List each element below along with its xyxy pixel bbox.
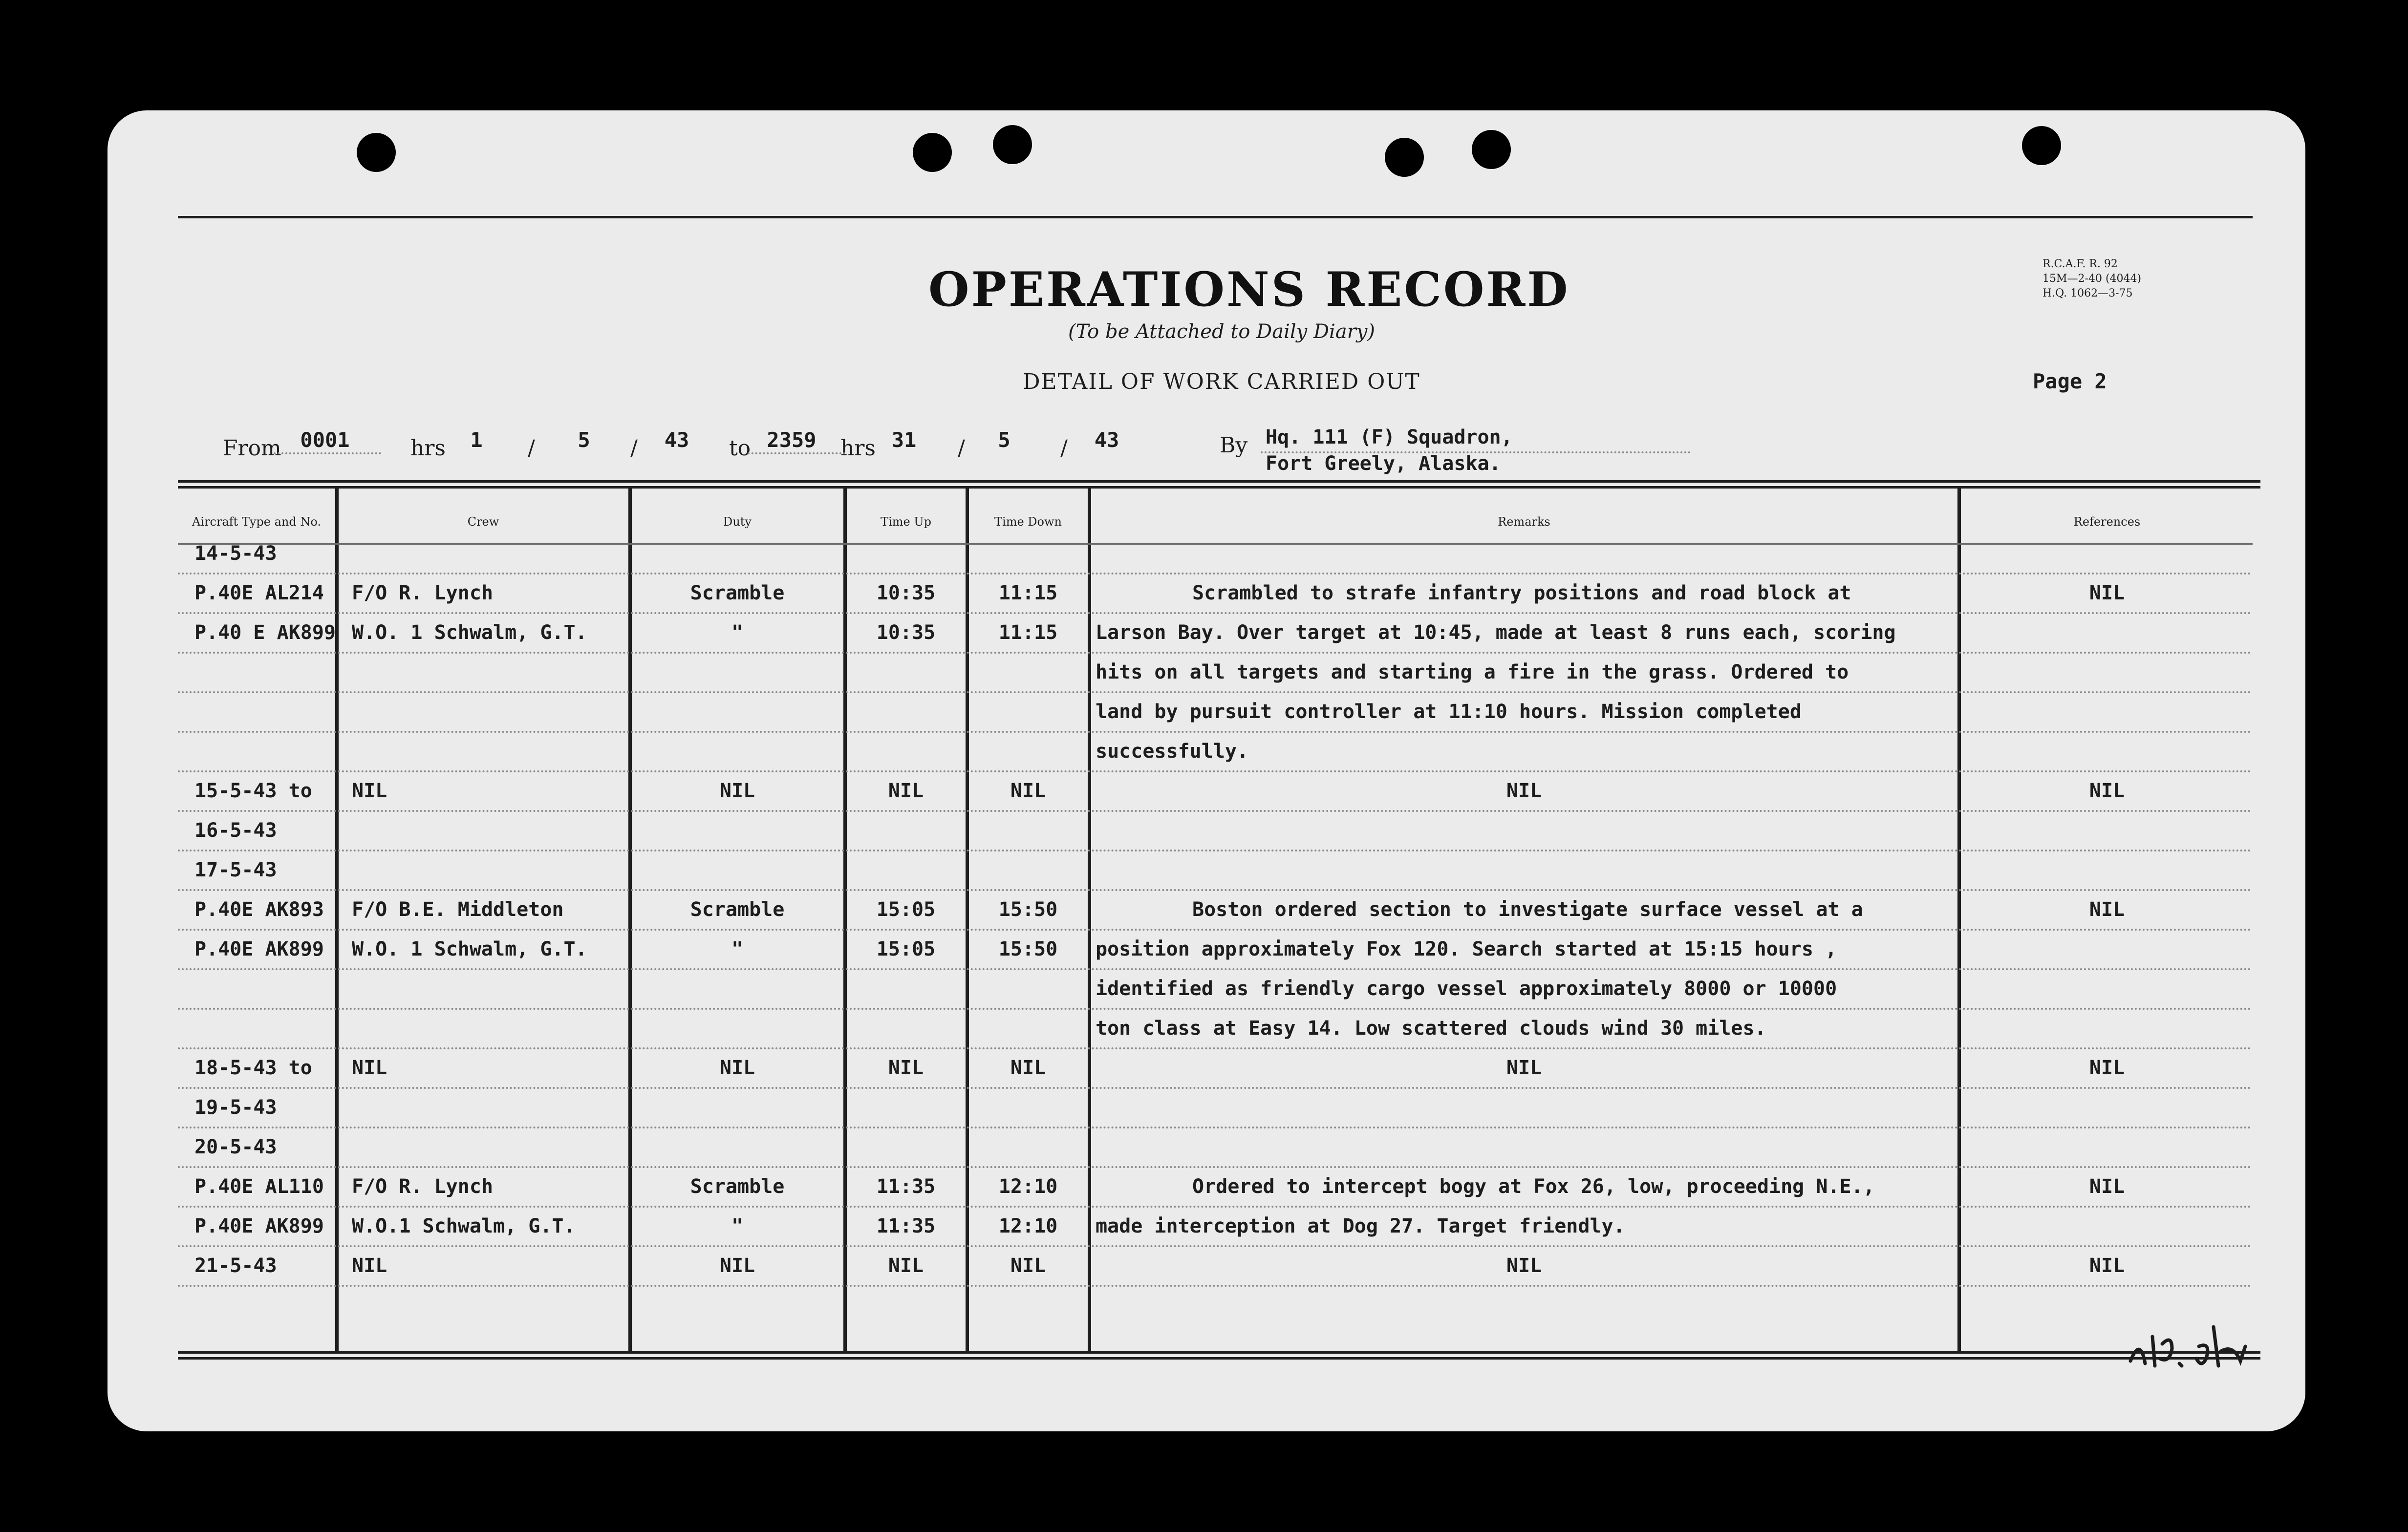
cell-remarks: land by pursuit controller at 11:10 hours. Mission completed [1096,701,1802,723]
cell-crew: F/O R. Lynch [352,1175,493,1198]
table-top-rule [178,486,2260,489]
column-divider [966,487,969,1352]
cell-time-up: NIL [888,1057,924,1079]
cell-aircraft: P.40 E AK899 [194,621,336,644]
fill-line [274,452,381,454]
date-separator: / [528,436,535,461]
from-month: 5 [578,428,590,452]
cell-remarks: NIL [1506,1255,1542,1277]
from-day: 1 [470,428,483,452]
col-header-time-up: Time Up [881,515,931,529]
form-code-line: R.C.A.F. R. 92 [2042,258,2118,270]
cell-remarks: Larson Bay. Over target at 10:45, made at least 8 runs each, scoring [1096,621,1896,644]
column-divider [843,487,847,1352]
cell-crew: F/O R. Lynch [352,582,493,604]
punch-hole [357,133,396,172]
cell-time-down: 15:50 [998,938,1058,960]
cell-time-down: NIL [1010,1255,1046,1277]
column-divider [1088,487,1091,1352]
cell-aircraft: 20-5-43 [194,1136,277,1158]
row-rule [178,929,2253,931]
table-bottom-rule [178,1351,2260,1354]
cell-time-up: NIL [888,780,924,802]
cell-time-up: 10:35 [876,621,936,644]
handwritten-annotation [2126,1317,2253,1385]
cell-crew: W.O.1 Schwalm, G.T. [352,1215,576,1237]
cell-time-up: 15:05 [876,938,936,960]
cell-remarks: position approximately Fox 120. Search started at 15:15 hours , [1096,938,1837,960]
cell-time-down: NIL [1010,1057,1046,1079]
col-header-duty: Duty [723,515,752,529]
cell-references: NIL [2089,898,2125,921]
punch-hole [2022,126,2061,165]
cell-crew: W.O. 1 Schwalm, G.T. [352,621,587,644]
column-divider [628,487,632,1352]
form-detail-heading: DETAIL OF WORK CARRIED OUT [1023,369,1420,394]
cell-remarks: Scrambled to strafe infantry positions and road block at [1192,582,1851,604]
cell-crew: NIL [352,1255,387,1277]
row-rule [178,1166,2253,1168]
cell-duty: " [731,938,744,960]
cell-duty: NIL [719,780,755,802]
cell-duty: NIL [719,1255,755,1277]
cell-duty: " [731,1215,744,1237]
cell-aircraft: P.40E AL214 [194,582,324,604]
row-rule [178,810,2253,812]
row-rule [178,770,2253,772]
record-card [108,110,2305,1431]
cell-time-up: 15:05 [876,898,936,921]
cell-aircraft: P.40E AK893 [194,898,324,921]
cell-references: NIL [2089,582,2125,604]
by-label: By [1220,433,1248,458]
cell-aircraft: 16-5-43 [194,819,277,842]
cell-crew: NIL [352,1057,387,1079]
row-rule [178,1285,2253,1287]
row-rule [178,731,2253,733]
row-rule [178,652,2253,654]
cell-remarks: ton class at Easy 14. Low scattered clouds wind 30 miles. [1096,1017,1766,1040]
header-underline [178,543,2253,545]
col-header-crew: Crew [467,515,499,529]
col-header-aircraft: Aircraft Type and No. [192,515,322,529]
page-number: Page 2 [2033,369,2107,393]
cell-crew: F/O B.E. Middleton [352,898,564,921]
cell-aircraft: 15-5-43 to [194,780,312,802]
cell-aircraft: 18-5-43 to [194,1057,312,1079]
date-separator: / [958,436,965,461]
cell-remarks: identified as friendly cargo vessel approximately 8000 or 10000 [1096,978,1837,1000]
cell-aircraft: P.40E AL110 [194,1175,324,1198]
cell-crew: W.O. 1 Schwalm, G.T. [352,938,587,960]
date-separator: / [630,436,638,461]
row-rule [178,1206,2253,1208]
cell-time-up: 11:35 [876,1175,936,1198]
row-rule [178,850,2253,851]
cell-time-down: 11:15 [998,621,1058,644]
unit-name: Hq. 111 (F) Squadron, [1266,426,1513,448]
cell-aircraft: 21-5-43 [194,1255,277,1277]
row-rule [178,1245,2253,1247]
form-title: OPERATIONS RECORD [928,262,1570,317]
punch-hole [1472,130,1511,169]
cell-aircraft: 14-5-43 [194,542,277,565]
col-header-time-down: Time Down [994,515,1062,529]
punch-hole [913,133,952,172]
cell-time-down: 11:15 [998,582,1058,604]
cell-remarks: NIL [1506,1057,1542,1079]
form-code-line: 15M—2-40 (4044) [2042,273,2142,285]
cell-duty: Scramble [690,582,785,604]
cell-remarks: made interception at Dog 27. Target friendly. [1096,1215,1625,1237]
cell-time-down: 12:10 [998,1175,1058,1198]
form-code-line: H.Q. 1062—3-75 [2042,287,2133,299]
cell-aircraft: 17-5-43 [194,859,277,881]
unit-location: Fort Greely, Alaska. [1266,452,1501,475]
table-top-rule [178,480,2260,483]
cell-remarks: hits on all targets and starting a fire in the grass. Ordered to [1096,661,1849,683]
cell-duty: NIL [719,1057,755,1079]
top-rule [178,216,2253,218]
cell-time-down: 15:50 [998,898,1058,921]
to-month: 5 [998,428,1010,452]
cell-remarks: Boston ordered section to investigate surface vessel at a [1192,898,1863,921]
to-year: 43 [1094,428,1119,452]
cell-remarks: Ordered to intercept bogy at Fox 26, low, proceeding N.E., [1192,1175,1875,1198]
to-hours: 2359 [767,428,817,452]
fill-line [1261,451,1691,453]
cell-references: NIL [2089,1255,2125,1277]
row-rule [178,1087,2253,1089]
cell-duty: Scramble [690,898,785,921]
cell-duty: " [731,621,744,644]
cell-aircraft: P.40E AK899 [194,938,324,960]
cell-time-up: 11:35 [876,1215,936,1237]
cell-duty: Scramble [690,1175,785,1198]
hrs-label: hrs [410,436,446,461]
to-label: to [729,436,751,461]
cell-references: NIL [2089,1175,2125,1198]
from-year: 43 [664,428,689,452]
to-day: 31 [891,428,917,452]
cell-remarks: NIL [1506,780,1542,802]
row-rule [178,573,2253,574]
cell-time-down: NIL [1010,780,1046,802]
cell-references: NIL [2089,780,2125,802]
row-rule [178,612,2253,614]
table-bottom-rule [178,1357,2260,1360]
punch-hole [1385,138,1424,177]
cell-aircraft: 19-5-43 [194,1096,277,1119]
col-header-remarks: Remarks [1498,515,1550,529]
form-subtitle: (To be Attached to Daily Diary) [1068,320,1376,343]
cell-remarks: successfully. [1096,740,1249,763]
cell-time-down: 12:10 [998,1215,1058,1237]
punch-hole [993,125,1032,164]
cell-references: NIL [2089,1057,2125,1079]
row-rule [178,1047,2253,1049]
from-hours: 0001 [300,428,350,452]
hrs-label: hrs [840,436,876,461]
fill-line [748,452,845,454]
cell-aircraft: P.40E AK899 [194,1215,324,1237]
row-rule [178,1008,2253,1010]
row-rule [178,968,2253,970]
row-rule [178,1127,2253,1128]
cell-time-up: 10:35 [876,582,936,604]
from-label: From [223,436,281,461]
cell-crew: NIL [352,780,387,802]
row-rule [178,691,2253,693]
col-header-references: References [2073,515,2141,529]
row-rule [178,889,2253,891]
cell-time-up: NIL [888,1255,924,1277]
date-separator: / [1060,436,1068,461]
